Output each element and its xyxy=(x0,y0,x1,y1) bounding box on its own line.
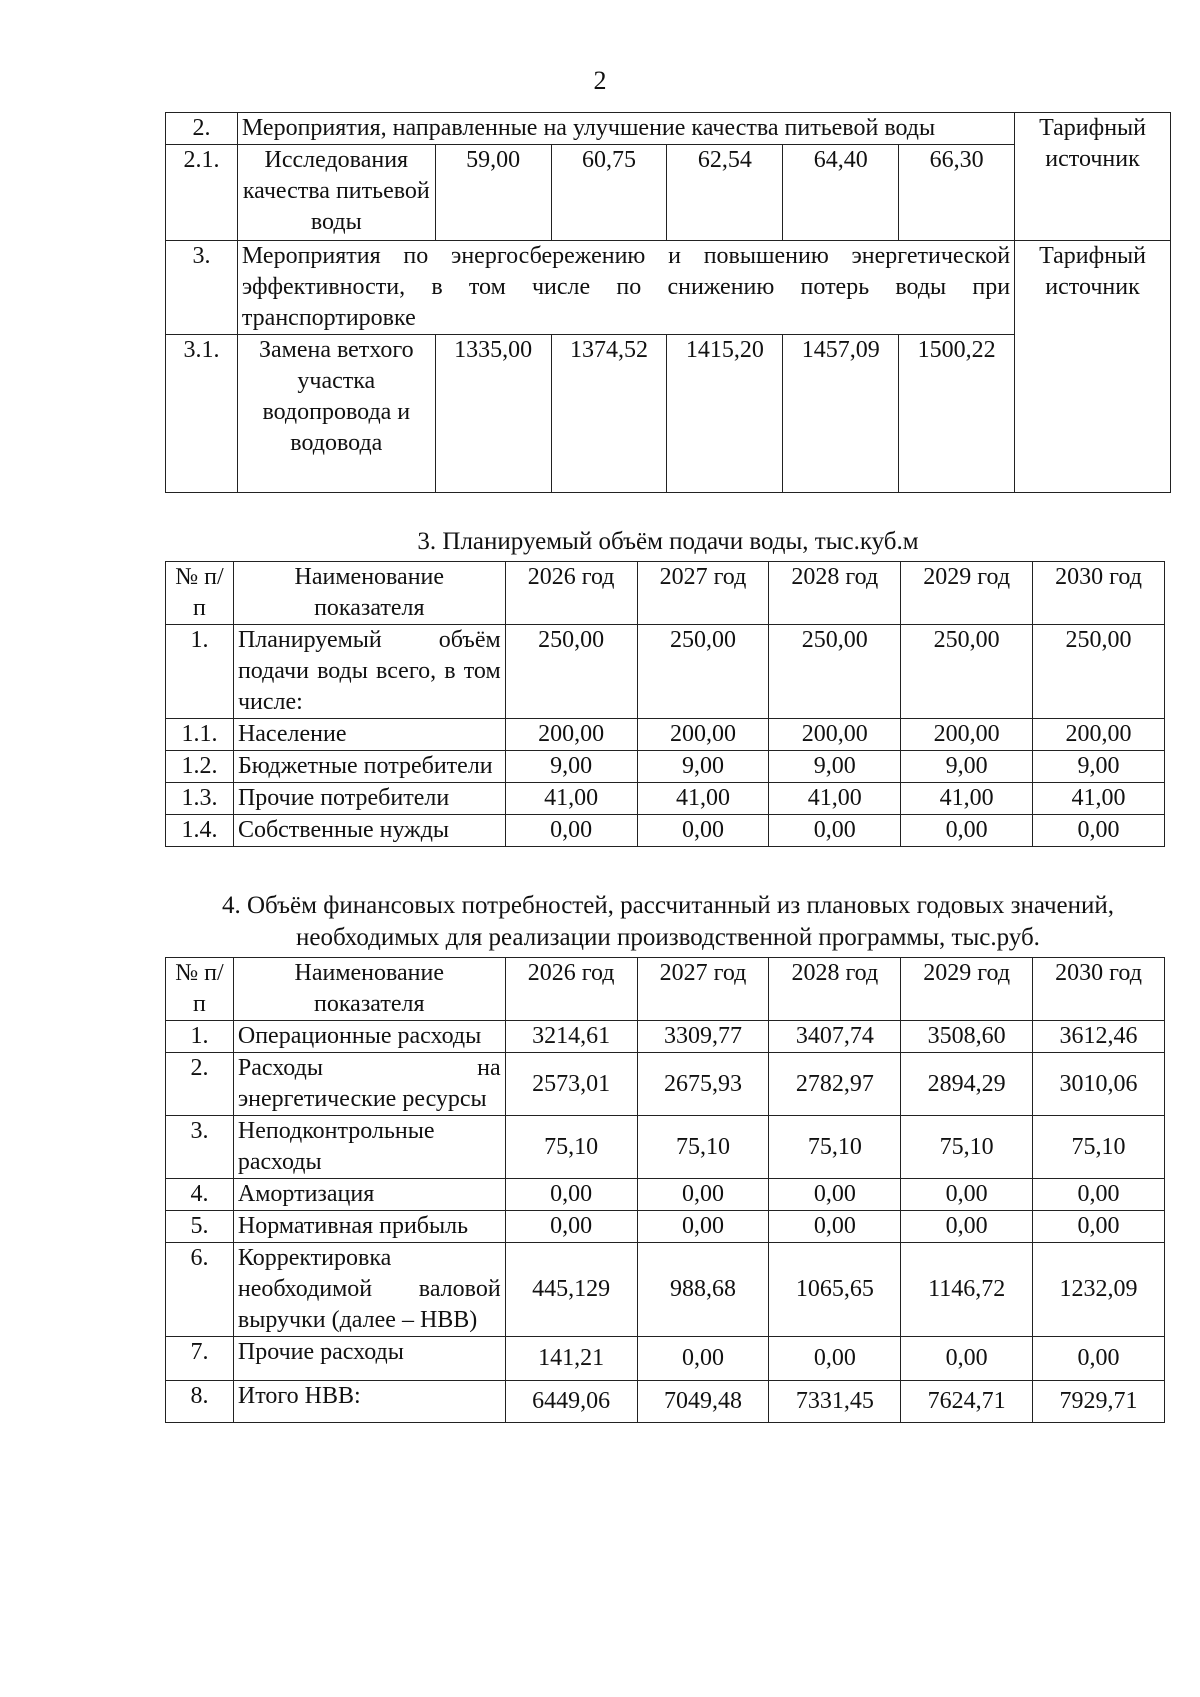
row-number: 1.4. xyxy=(166,815,234,847)
value-cell: 62,54 xyxy=(667,145,783,241)
table-row xyxy=(166,783,1165,815)
value-cell: 200,00 xyxy=(769,719,901,751)
value-cell: 0,00 xyxy=(1033,815,1165,847)
column-header: 2026 год xyxy=(505,958,637,1021)
value-cell: 250,00 xyxy=(637,625,769,719)
table-row xyxy=(166,1337,1165,1381)
table-row xyxy=(166,1381,1165,1423)
column-header: 2027 год xyxy=(637,562,769,625)
row-number: 3. xyxy=(166,1116,234,1179)
table-row xyxy=(166,113,1171,145)
row-number: 7. xyxy=(166,1337,234,1381)
table-row xyxy=(166,719,1165,751)
value-cell: 1335,00 xyxy=(435,335,551,493)
row-number: 3. xyxy=(166,241,238,335)
value-cell: 7331,45 xyxy=(769,1381,901,1423)
column-header: 2026 год xyxy=(505,562,637,625)
table-row xyxy=(166,1053,1165,1116)
value-cell: 3309,77 xyxy=(637,1021,769,1053)
indicator-name: Итого НВВ: xyxy=(233,1381,505,1423)
value-cell: 7929,71 xyxy=(1033,1381,1165,1423)
row-number: 6. xyxy=(166,1243,234,1337)
value-cell: 41,00 xyxy=(901,783,1033,815)
value-cell: 60,75 xyxy=(551,145,667,241)
value-cell: 75,10 xyxy=(637,1116,769,1179)
measure-group-title: Мероприятия, направленные на улучшение качества питьевой воды xyxy=(237,113,1014,145)
row-number: 8. xyxy=(166,1381,234,1423)
value-cell: 0,00 xyxy=(637,1337,769,1381)
value-cell: 0,00 xyxy=(769,815,901,847)
measure-name: Исследования качества питьевой воды xyxy=(237,145,435,241)
value-cell: 200,00 xyxy=(505,719,637,751)
column-header: № п/п xyxy=(166,958,234,1021)
value-cell: 1232,09 xyxy=(1033,1243,1165,1337)
value-cell: 0,00 xyxy=(769,1211,901,1243)
value-cell: 200,00 xyxy=(901,719,1033,751)
indicator-name: Прочие расходы xyxy=(233,1337,505,1381)
indicator-name: Нормативная прибыль xyxy=(233,1211,505,1243)
value-cell: 0,00 xyxy=(637,815,769,847)
column-header: 2030 год xyxy=(1033,562,1165,625)
value-cell: 1374,52 xyxy=(551,335,667,493)
row-number: 1.1. xyxy=(166,719,234,751)
table-row xyxy=(166,241,1171,335)
table-header-row xyxy=(166,958,1165,1021)
value-cell: 3508,60 xyxy=(901,1021,1033,1053)
indicator-name: Операционные расходы xyxy=(233,1021,505,1053)
value-cell: 0,00 xyxy=(1033,1211,1165,1243)
value-cell: 0,00 xyxy=(505,815,637,847)
value-cell: 41,00 xyxy=(505,783,637,815)
value-cell: 988,68 xyxy=(637,1243,769,1337)
indicator-name: Прочие потребители xyxy=(233,783,505,815)
row-number: 1.2. xyxy=(166,751,234,783)
measures-table xyxy=(165,112,1171,493)
row-number: 2.1. xyxy=(166,145,238,241)
row-number: 4. xyxy=(166,1179,234,1211)
value-cell: 9,00 xyxy=(637,751,769,783)
value-cell: 75,10 xyxy=(769,1116,901,1179)
indicator-name: Неподконтрольные расходы xyxy=(233,1116,505,1179)
value-cell: 66,30 xyxy=(899,145,1015,241)
measure-group-title: Мероприятия по энергосбережению и повышению энергетической эффективности, в том числе по снижению потерь воды при транспортировке xyxy=(237,241,1014,335)
row-number: 1. xyxy=(166,625,234,719)
value-cell: 1415,20 xyxy=(667,335,783,493)
water-supply-table xyxy=(165,561,1165,847)
value-cell: 0,00 xyxy=(901,1337,1033,1381)
financial-needs-table xyxy=(165,957,1165,1423)
row-number: 2. xyxy=(166,1053,234,1116)
value-cell: 0,00 xyxy=(901,815,1033,847)
value-cell: 0,00 xyxy=(1033,1179,1165,1211)
value-cell: 1457,09 xyxy=(783,335,899,493)
funding-source: Тарифный источник xyxy=(1015,113,1171,241)
measure-name: Замена ветхого участка водопровода и водовода xyxy=(237,335,435,493)
value-cell: 3407,74 xyxy=(769,1021,901,1053)
value-cell: 0,00 xyxy=(505,1179,637,1211)
value-cell: 0,00 xyxy=(901,1179,1033,1211)
value-cell: 1500,22 xyxy=(899,335,1015,493)
value-cell: 75,10 xyxy=(1033,1116,1165,1179)
funding-source: Тарифный источник xyxy=(1015,241,1171,493)
column-header: 2028 год xyxy=(769,958,901,1021)
page-number: 2 xyxy=(593,66,607,95)
column-header: Наименование показателя xyxy=(233,958,505,1021)
indicator-name: Население xyxy=(233,719,505,751)
column-header: 2029 год xyxy=(901,958,1033,1021)
indicator-name: Амортизация xyxy=(233,1179,505,1211)
value-cell: 3010,06 xyxy=(1033,1053,1165,1116)
indicator-name: Планируемый объём подачи воды всего, в том числе: xyxy=(233,625,505,719)
value-cell: 0,00 xyxy=(1033,1337,1165,1381)
value-cell: 1065,65 xyxy=(769,1243,901,1337)
value-cell: 0,00 xyxy=(769,1179,901,1211)
value-cell: 445,129 xyxy=(505,1243,637,1337)
value-cell: 2573,01 xyxy=(505,1053,637,1116)
value-cell: 9,00 xyxy=(505,751,637,783)
indicator-name: Корректировка необходимой валовой выручки (далее – НВВ) xyxy=(233,1243,505,1337)
table-row xyxy=(166,1179,1165,1211)
row-number: 2. xyxy=(166,113,238,145)
table-row xyxy=(166,1116,1165,1179)
value-cell: 3214,61 xyxy=(505,1021,637,1053)
value-cell: 59,00 xyxy=(435,145,551,241)
row-number: 5. xyxy=(166,1211,234,1243)
table-row xyxy=(166,1021,1165,1053)
section4-title: 4. Объём финансовых потребностей, рассчитанный из плановых годовых значений, необходимых для реализации производственной программы, тыс.руб. xyxy=(221,892,1115,951)
column-header: Наименование показателя xyxy=(233,562,505,625)
column-header: № п/п xyxy=(166,562,234,625)
value-cell: 7049,48 xyxy=(637,1381,769,1423)
value-cell: 200,00 xyxy=(637,719,769,751)
table-row xyxy=(166,751,1165,783)
value-cell: 250,00 xyxy=(769,625,901,719)
value-cell: 9,00 xyxy=(901,751,1033,783)
value-cell: 75,10 xyxy=(901,1116,1033,1179)
indicator-name: Расходы на энергетические ресурсы xyxy=(233,1053,505,1116)
table-row xyxy=(166,1243,1165,1337)
column-header: 2027 год xyxy=(637,958,769,1021)
value-cell: 250,00 xyxy=(901,625,1033,719)
row-number: 1.3. xyxy=(166,783,234,815)
value-cell: 64,40 xyxy=(783,145,899,241)
row-number: 3.1. xyxy=(166,335,238,493)
value-cell: 9,00 xyxy=(1033,751,1165,783)
column-header: 2028 год xyxy=(769,562,901,625)
value-cell: 250,00 xyxy=(1033,625,1165,719)
value-cell: 0,00 xyxy=(637,1211,769,1243)
column-header: 2030 год xyxy=(1033,958,1165,1021)
value-cell: 9,00 xyxy=(769,751,901,783)
value-cell: 75,10 xyxy=(505,1116,637,1179)
value-cell: 141,21 xyxy=(505,1337,637,1381)
table-row xyxy=(166,625,1165,719)
table-row xyxy=(166,1211,1165,1243)
value-cell: 6449,06 xyxy=(505,1381,637,1423)
indicator-name: Собственные нужды xyxy=(233,815,505,847)
value-cell: 2675,93 xyxy=(637,1053,769,1116)
value-cell: 41,00 xyxy=(1033,783,1165,815)
value-cell: 2894,29 xyxy=(901,1053,1033,1116)
value-cell: 41,00 xyxy=(637,783,769,815)
value-cell: 0,00 xyxy=(769,1337,901,1381)
value-cell: 3612,46 xyxy=(1033,1021,1165,1053)
value-cell: 0,00 xyxy=(637,1179,769,1211)
section3-title: 3. Планируемый объём подачи воды, тыс.куб.м xyxy=(417,528,919,555)
column-header: 2029 год xyxy=(901,562,1033,625)
value-cell: 0,00 xyxy=(901,1211,1033,1243)
value-cell: 41,00 xyxy=(769,783,901,815)
value-cell: 1146,72 xyxy=(901,1243,1033,1337)
table-row xyxy=(166,815,1165,847)
value-cell: 250,00 xyxy=(505,625,637,719)
indicator-name: Бюджетные потребители xyxy=(233,751,505,783)
row-number: 1. xyxy=(166,1021,234,1053)
table-header-row xyxy=(166,562,1165,625)
value-cell: 0,00 xyxy=(505,1211,637,1243)
value-cell: 2782,97 xyxy=(769,1053,901,1116)
value-cell: 7624,71 xyxy=(901,1381,1033,1423)
value-cell: 200,00 xyxy=(1033,719,1165,751)
